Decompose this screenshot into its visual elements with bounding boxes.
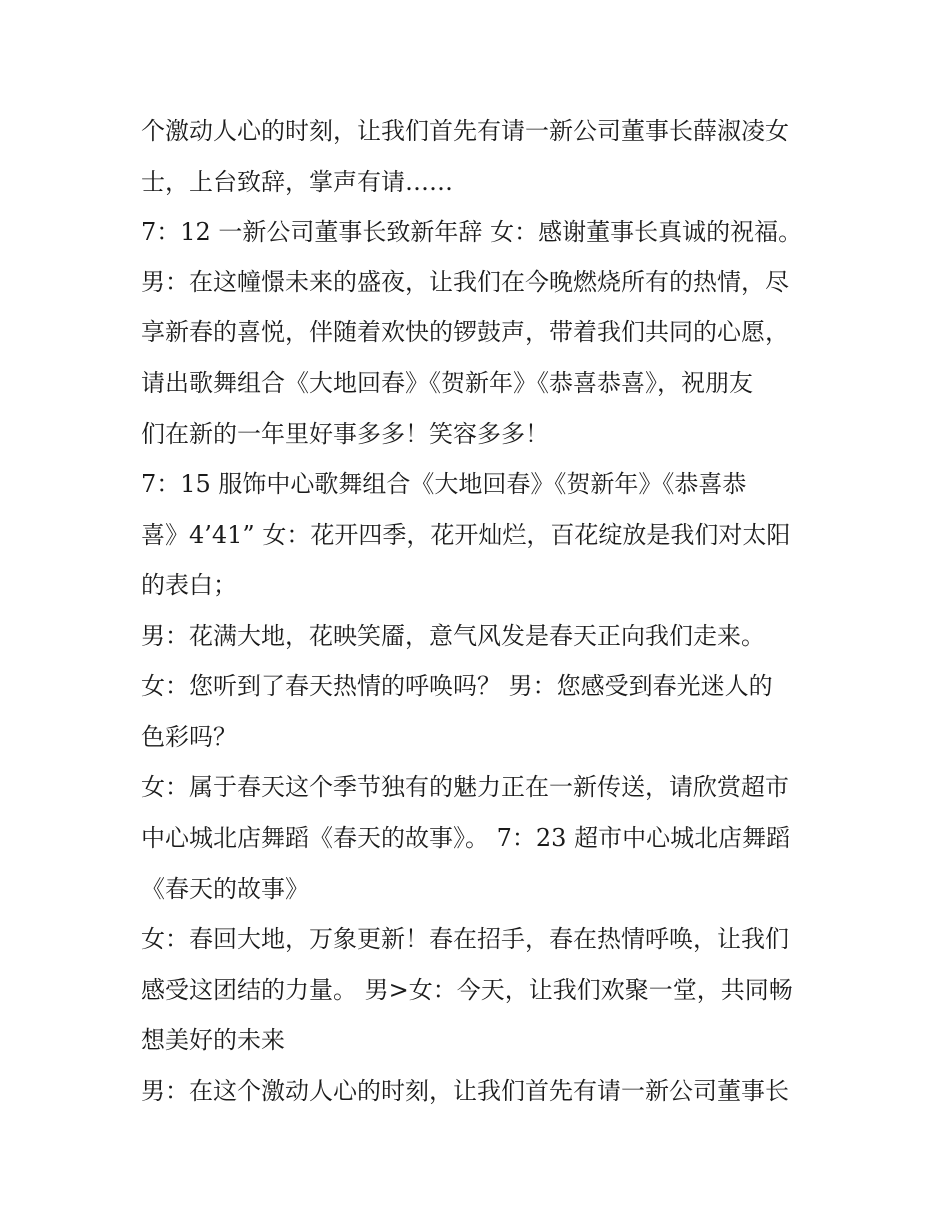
text-line: 女：属于春天这个季节独有的魅力正在一新传送，请欣赏超市 xyxy=(141,773,789,801)
text-line: 《春天的故事》 xyxy=(141,875,309,903)
text-line: 感受这团结的力量。 男>女：今天，让我们欢聚一堂，共同畅 xyxy=(141,976,793,1004)
text-line: 的表白； xyxy=(141,571,237,599)
text-line: 个激动人心的时刻，让我们首先有请一新公司董事长薛淑凌女 xyxy=(141,117,789,145)
text-line: 女：您听到了春天热情的呼唤吗？ 男：您感受到春光迷人的 xyxy=(141,672,773,700)
text-line: 喜》4’41” 女：花开四季，花开灿烂，百花绽放是我们对太阳 xyxy=(141,521,791,549)
text-line: 们在新的一年里好事多多！笑容多多！ xyxy=(141,420,549,448)
text-line: 男：在这幢憬未来的盛夜，让我们在今晚燃烧所有的热情，尽 xyxy=(141,268,789,296)
text-line: 请出歌舞组合《大地回春》《贺新年》《恭喜恭喜》，祝朋友 xyxy=(141,369,753,397)
text-line: 享新春的喜悦，伴随着欢快的锣鼓声，带着我们共同的心愿， xyxy=(141,318,789,346)
text-line: 女：春回大地，万象更新！春在招手，春在热情呼唤，让我们 xyxy=(141,925,789,953)
text-line: 想美好的未来 xyxy=(141,1026,285,1054)
text-line: 中心城北店舞蹈《春天的故事》。 7：23 超市中心城北店舞蹈 xyxy=(141,824,791,852)
text-line: 士，上台致辞，掌声有请…… xyxy=(141,168,453,196)
text-line: 7：12 一新公司董事长致新年辞 女：感谢董事长真诚的祝福。 xyxy=(141,218,803,246)
text-line: 男：在这个激动人心的时刻，让我们首先有请一新公司董事长 xyxy=(141,1077,789,1105)
text-line: 色彩吗？ xyxy=(141,723,237,751)
text-line: 7：15 服饰中心歌舞组合《大地回春》《贺新年》《恭喜恭 xyxy=(141,470,747,498)
text-line: 男：花满大地，花映笑靥，意气风发是春天正向我们走来。 xyxy=(141,622,765,650)
